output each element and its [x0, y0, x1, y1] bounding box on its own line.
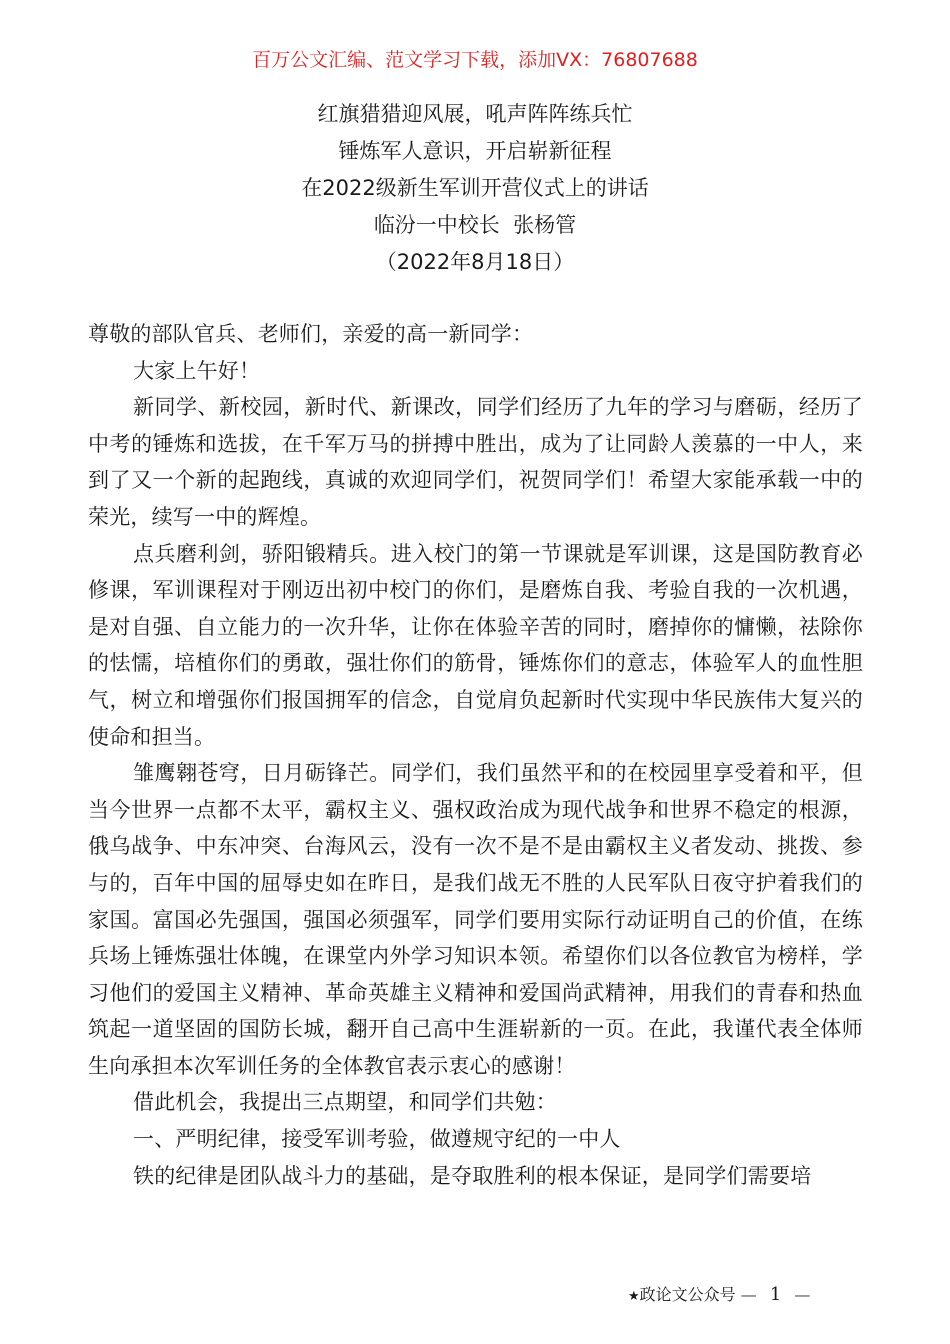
national-defense-paragraph: 雏鹰翱苍穹，日月砺锋芒。同学们，我们虽然平和的在校园里享受着和平，但当今世界一点都不太平，霸权主义、强权政治成为现代战争和世界不稳定的根源，俄乌战争、中东冲突、台海风云，没有一次不是不是由霸权主义者发动、挑拨、参与的，百年中国的屈辱史如在昨日，是我们战无不胜的人民军队日夜守护着我们的家国。富国必先强国，强国必须强军，同学们要用实际行动证明自己的价值，在练兵场上锤炼强壮体魄，在课堂内外学习知识本领。希望你们以各位教官为榜样，学习他们的爱国主义精神、革命英雄主义精神和爱国尚武精神，用我们的青春和热血筑起一道坚固的国防长城，翻开自己高中生涯崭新的一页。在此，我谨代表全体师生向承担本次军训任务的全体教官表示衷心的感谢！	[88, 761, 863, 1078]
military-training-paragraph: 点兵磨利剑，骄阳锻精兵。进入校门的第一节课就是军训课，这是国防教育必修课，军训课程对于刚迈出初中校门的你们，是磨炼自我、考验自我的一次机遇，是对自强、自立能力的一次升华，让你在体验辛苦的同时，磨掉你的慵懒，祛除你的怯懦，培植你们的勇敢，强壮你们的筋骨，锤炼你们的意志，体验军人的血性胆气，树立和增强你们报国拥军的信念，自觉肩负起新时代实现中华民族伟大复兴的使命和担当。	[88, 541, 863, 749]
document-body	[88, 316, 863, 1194]
page-number: 1	[769, 1284, 782, 1305]
welcome-paragraph: 新同学、新校园，新时代、新课改，同学们经历了九年的学习与磨砺，经历了中考的锤炼和选拔，在千军万马的拼搏中胜出，成为了让同龄人羡慕的一中人，来到了又一个新的起跑线，真诚的欢迎同学们，祝贺同学们！希望大家能承载一中的荣光，续写一中的辉煌。	[88, 395, 863, 529]
dash-right: —	[794, 1285, 811, 1304]
speech-date: （2022年8月18日）	[375, 250, 575, 274]
star-icon: ★	[628, 1289, 640, 1304]
salutation: 尊敬的部队官兵、老师们，亲爱的高一新同学：	[88, 322, 534, 346]
dash-left: —	[740, 1285, 757, 1304]
subtitle: 锤炼军人意识，开启崭新征程	[338, 139, 612, 163]
greeting-paragraph: 大家上午好！	[133, 358, 261, 383]
title-block	[0, 96, 950, 281]
speech-occasion: 在2022级新生军训开营仪式上的讲话	[301, 176, 649, 200]
discipline-paragraph: 铁的纪律是团队战斗力的基础，是夺取胜利的根本保证，是同学们需要培	[133, 1163, 812, 1188]
watermark-banner: 百万公文汇编、范文学习下载，添加VX：76807688	[252, 49, 698, 71]
section-heading: 一、严明纪律，接受军训考验，做遵规守纪的一中人	[133, 1127, 621, 1152]
page-footer	[628, 1282, 810, 1310]
speaker: 临汾一中校长 张杨管	[373, 213, 577, 237]
expectations-intro-paragraph: 借此机会，我提出三点期望，和同学们共勉：	[133, 1090, 557, 1115]
footer-source: 政论文公众号	[639, 1285, 736, 1304]
main-title: 红旗猎猎迎风展，吼声阵阵练兵忙	[317, 102, 633, 126]
